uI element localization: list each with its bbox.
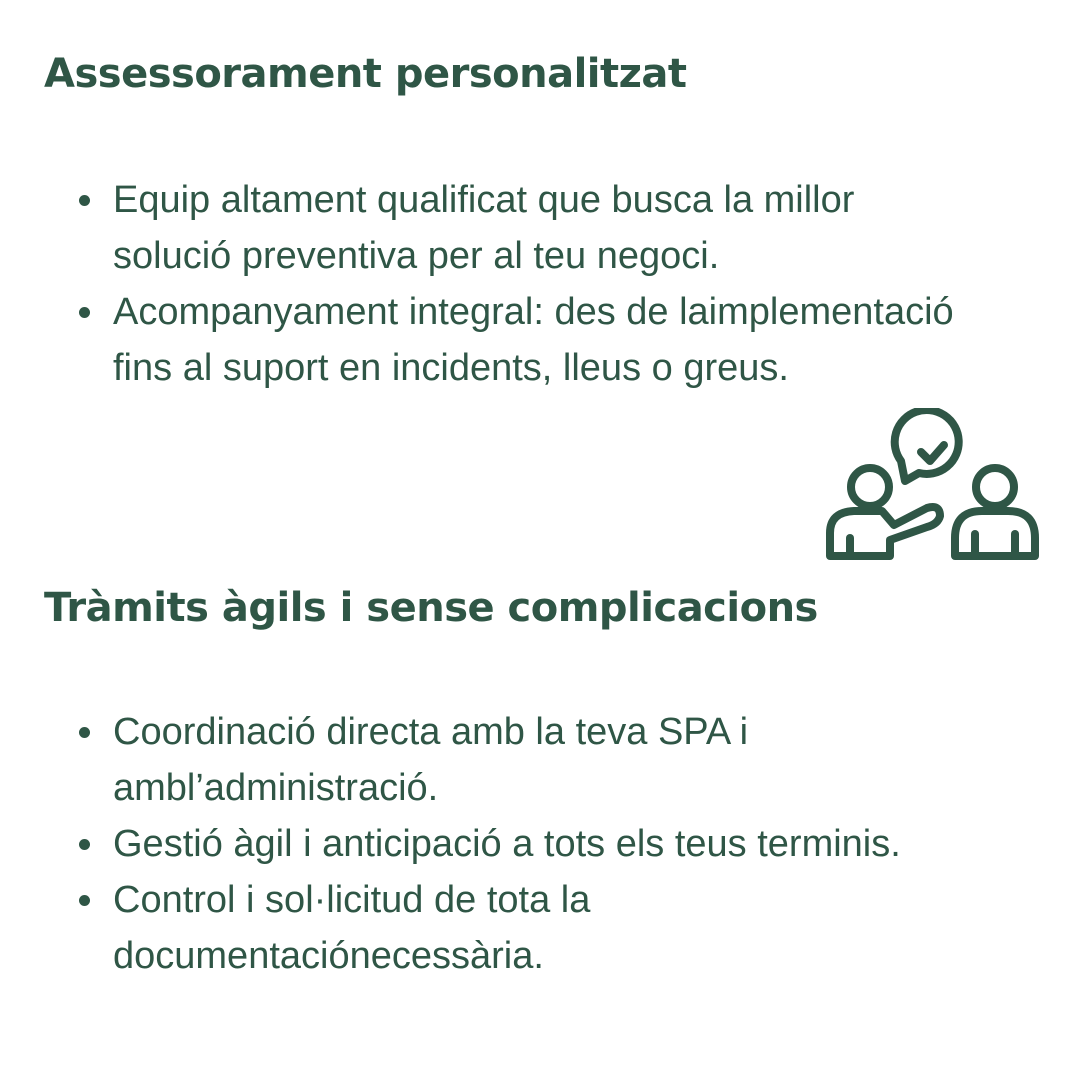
bullet-list-tramits xyxy=(76,704,956,984)
section-title-assessorament: Assessorament personalitzat xyxy=(44,51,687,97)
speech-bubble-icon xyxy=(895,410,959,481)
list-item xyxy=(76,816,956,872)
bullet-dot xyxy=(79,195,90,206)
section-title-tramits: Tràmits àgils i sense complicacions xyxy=(44,585,818,631)
person-left-head-icon xyxy=(851,468,889,506)
bullet-dot xyxy=(79,895,90,906)
list-item xyxy=(76,704,956,816)
person-right-head-icon xyxy=(976,468,1014,506)
bullet-dot xyxy=(79,727,90,738)
list-item-text: Acompanyament integral: des de laimplementació fins al suport en incidents, lleus o greus. xyxy=(113,291,954,389)
list-item-text: Control i sol·licitud de tota la documentaciónecessària. xyxy=(113,879,591,977)
list-item-text: Equip altament qualificat que busca la millor solució preventiva per al teu negoci. xyxy=(113,179,855,277)
bullet-dot xyxy=(79,839,90,850)
list-item-text: Coordinació directa amb la teva SPA i ambl’administració. xyxy=(113,711,749,809)
list-item-text: Gestió àgil i anticipació a tots els teus terminis. xyxy=(113,823,901,865)
consultation-icon xyxy=(822,408,1042,568)
list-item xyxy=(76,872,956,984)
bullet-dot xyxy=(79,307,90,318)
list-item xyxy=(76,284,956,396)
bullet-list-assessorament xyxy=(76,172,956,396)
list-item xyxy=(76,172,956,284)
check-icon xyxy=(921,445,944,461)
person-right-body-icon xyxy=(955,511,1035,556)
